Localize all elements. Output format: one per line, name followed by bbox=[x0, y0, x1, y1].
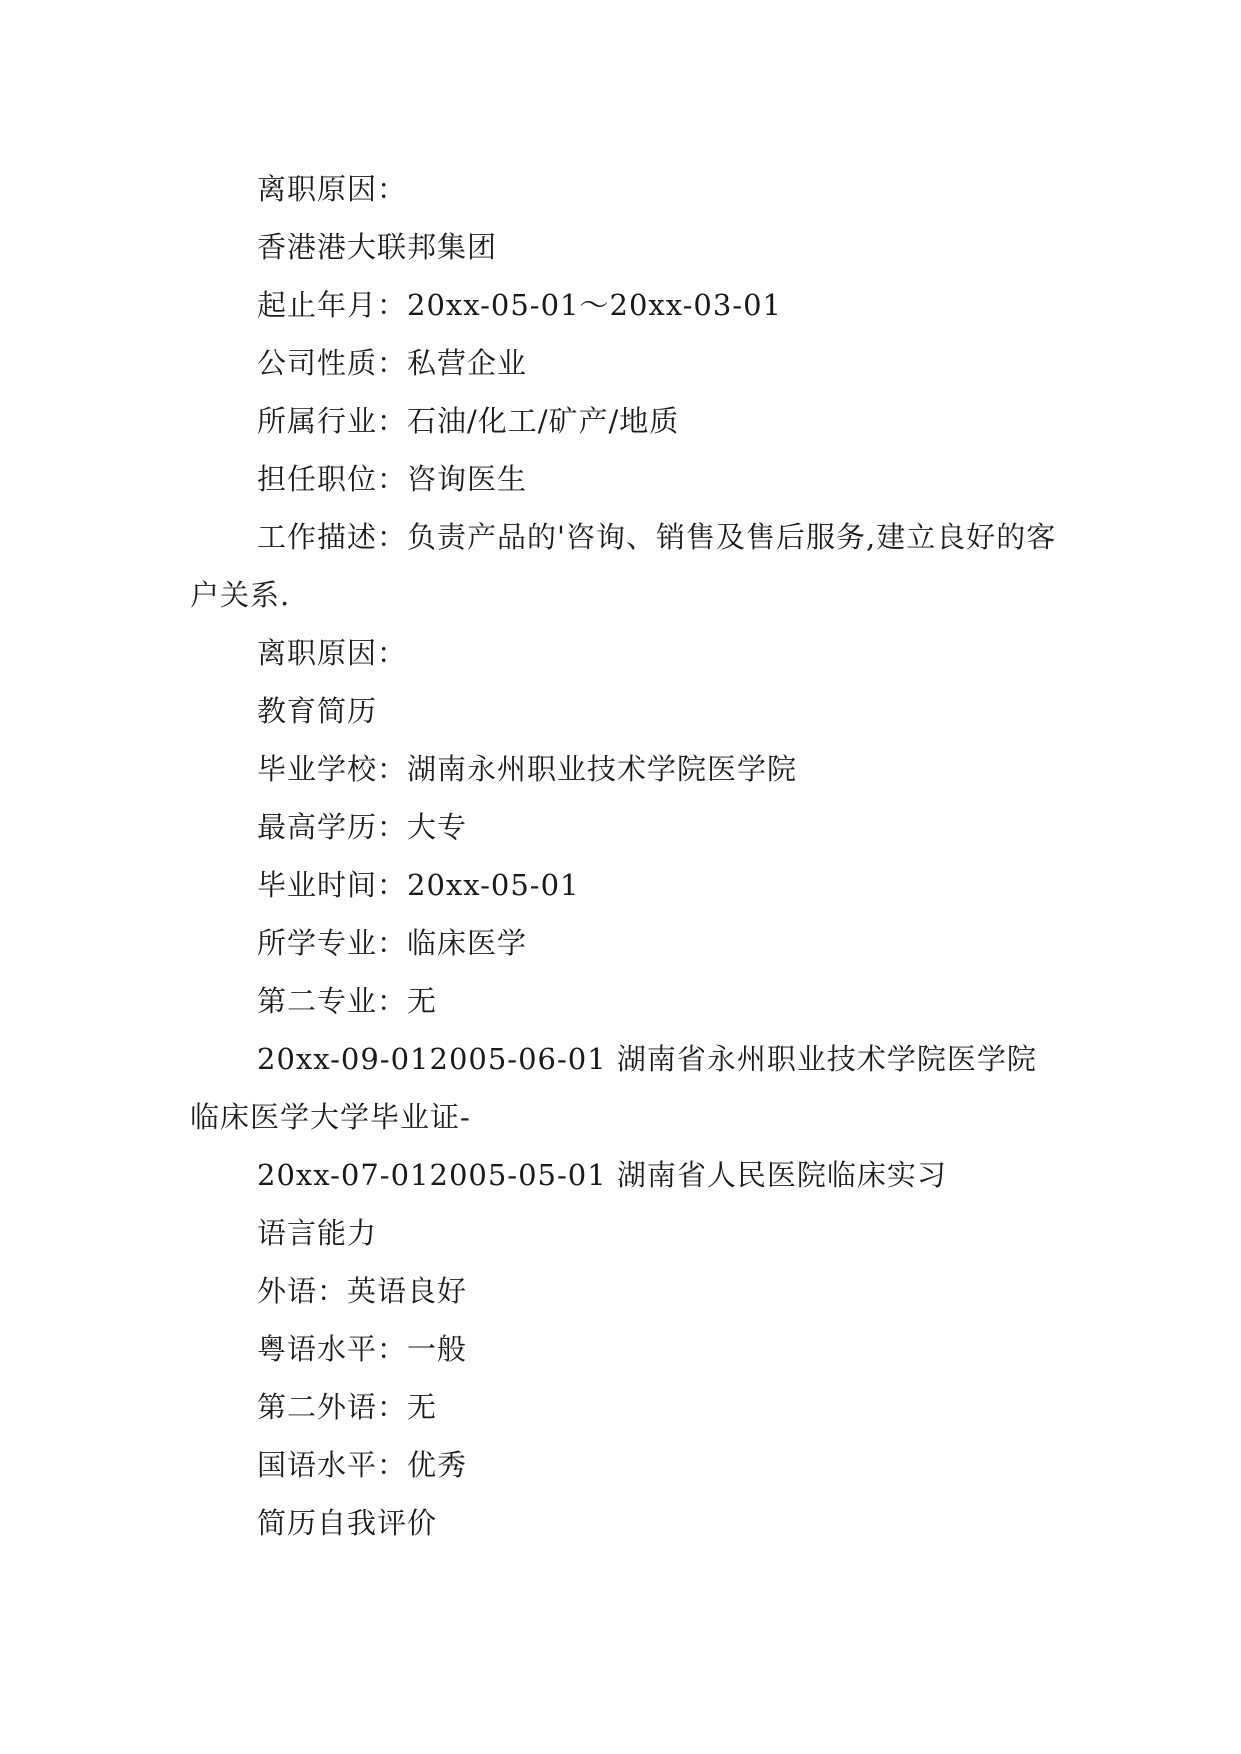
section-heading-education: 教育简历 bbox=[257, 694, 378, 728]
paragraph-mandarin-level: 国语水平：优秀 bbox=[257, 1448, 468, 1482]
paragraph-cantonese-level: 粤语水平：一般 bbox=[257, 1332, 468, 1366]
paragraph-company-type: 公司性质：私营企业 bbox=[257, 346, 528, 380]
paragraph-job-description: 工作描述：负责产品的'咨询、销售及售后服务,建立良好的客户关系. bbox=[190, 520, 1057, 612]
paragraph-leave-reason-1: 离职原因： bbox=[257, 172, 408, 206]
section-heading-self-evaluation: 简历自我评价 bbox=[257, 1506, 438, 1540]
paragraph-second-major: 第二专业：无 bbox=[257, 984, 438, 1018]
paragraph-company-name: 香港港大联邦集团 bbox=[257, 230, 498, 264]
paragraph-leave-reason-2: 离职原因： bbox=[257, 636, 408, 670]
section-heading-language: 语言能力 bbox=[257, 1216, 378, 1250]
paragraph-foreign-language: 外语：英语良好 bbox=[257, 1274, 468, 1308]
paragraph-graduation-date: 毕业时间：20xx-05-01 bbox=[257, 868, 580, 902]
document-page bbox=[190, 160, 1060, 1552]
paragraph-second-foreign-language: 第二外语：无 bbox=[257, 1390, 438, 1424]
paragraph-period: 起止年月：20xx-05-01～20xx-03-01 bbox=[257, 288, 783, 322]
paragraph-industry: 所属行业：石油/化工/矿产/地质 bbox=[257, 404, 680, 438]
paragraph-degree: 最高学历：大专 bbox=[257, 810, 468, 844]
paragraph-school: 毕业学校：湖南永州职业技术学院医学院 bbox=[257, 752, 798, 786]
paragraph-education-record-2: 20xx-07-012005-05-01 湖南省人民医院临床实习 bbox=[257, 1158, 947, 1192]
paragraph-position: 担任职位：咨询医生 bbox=[257, 462, 528, 496]
paragraph-education-record-1: 20xx-09-012005-06-01 湖南省永州职业技术学院医学院临床医学大学毕业证- bbox=[190, 1042, 1037, 1134]
paragraph-major: 所学专业：临床医学 bbox=[257, 926, 528, 960]
